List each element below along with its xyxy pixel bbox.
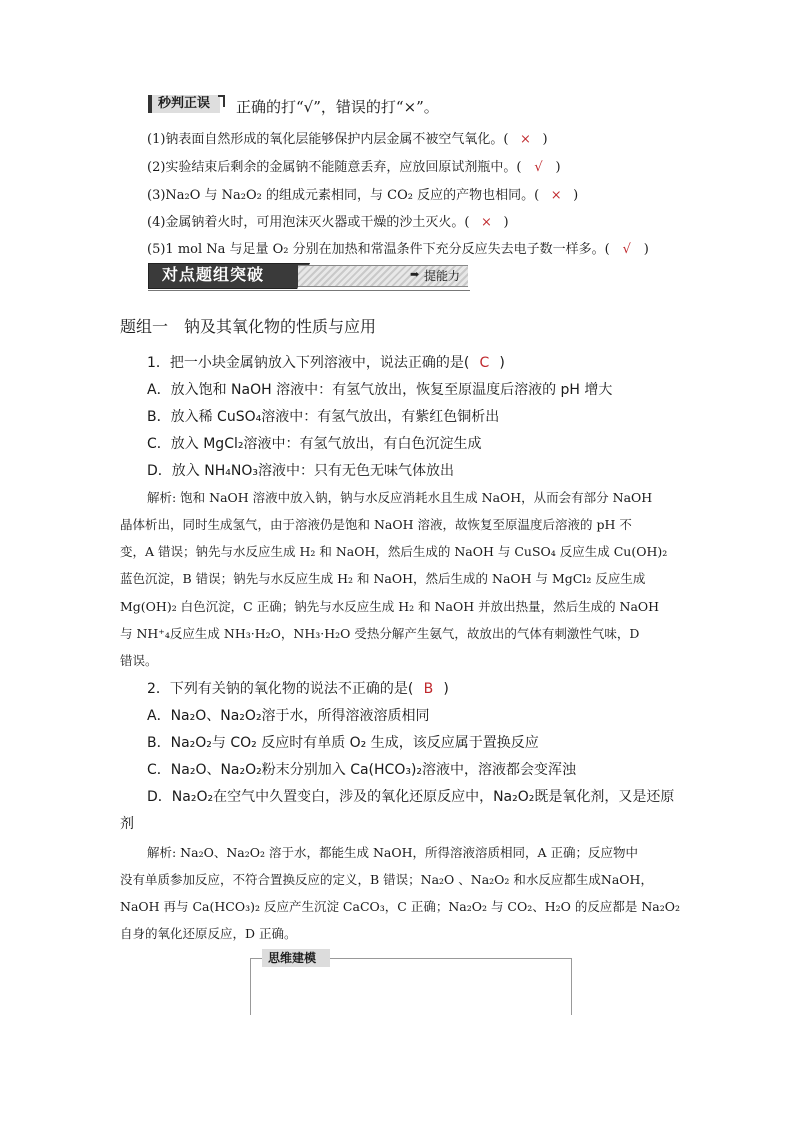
question-2-option: B．Na₂O₂与 CO₂ 反应时有单质 O₂ 生成，该反应属于置换反应 [147,735,539,751]
question-2-option: A．Na₂O、Na₂O₂溶于水，所得溶液溶质相同 [147,708,430,724]
explanation-line: 没有单质参加反应，不符合置换反应的定义，B 错误；Na₂O 、Na₂O₂ 和水反应都生成NaOH， [120,872,653,887]
question-2-option: 剂 [120,816,134,832]
banner-title: 对点题组突破 [162,265,265,284]
question-2-option: C．Na₂O、Na₂O₂粉末分别加入 Ca(HCO₃)₂溶液中，溶液都会变浑浊 [147,762,577,778]
thinking-model-tag: 思维建模 [262,949,330,967]
question-1-option: C．放入 MgCl₂溶液中：有氢气放出，有白色沉淀生成 [147,436,482,452]
explanation-line: NaOH 再与 Ca(HCO₃)₂ 反应产生沉淀 CaCO₃，C 正确；Na₂O₂ 与 CO₂、H₂O 的反应都是 Na₂O₂ [120,899,681,914]
judge-item: (2)实验结束后剩余的金属钠不能随意丢弃，应放回原试剂瓶中。( √ ) [147,160,561,175]
explanation-line: 变，A 错误；钠先与水反应生成 H₂ 和 NaOH，然后生成的 NaOH 与 CuSO₄ 反应生成 Cu(OH)₂ [120,544,668,559]
question-1-option: D．放入 NH₄NO₃溶液中：只有无色无味气体放出 [147,463,454,479]
judge-item: (4)金属钠着火时，可用泡沫灭火器或干燥的沙土灭火。( × ) [147,215,509,230]
explanation-line: 与 NH⁺₄反应生成 NH₃·H₂O，NH₃·H₂O 受热分解产生氨气，故放出的气体有刺激性气味，D [120,626,640,641]
group-title: 题组一 钠及其氧化物的性质与应用 [120,317,377,336]
explanation-line: Mg(OH)₂ 白色沉淀，C 正确；钠先与水反应生成 H₂ 和 NaOH 并放出热量，然后生成的 NaOH [120,599,660,614]
answer-mark: × [520,132,531,147]
explanation-line: 蓝色沉淀，B 错误；钠先与水反应生成 H₂ 和 NaOH，然后生成的 NaOH 与 MgCl₂ 反应生成 [120,571,646,586]
explanation-line: 解析: Na₂O、Na₂O₂ 溶于水，都能生成 NaOH，所得溶液溶质相同，A 正确；反应物中 [147,845,638,860]
banner-underline [148,290,470,291]
question-2-answer: B [423,681,434,697]
judge-item: (3)Na₂O 与 Na₂O₂ 的组成元素相同，与 CO₂ 反应的产物也相同。( × ) [147,188,579,203]
question-2-option: D．Na₂O₂在空气中久置变白，涉及的氧化还原反应中，Na₂O₂既是氧化剂，又是还原 [147,789,675,805]
explanation-line: 晶体析出，同时生成氢气，由于溶液仍是饱和 NaOH 溶液，故恢复至原温度后溶液的 pH 不 [120,517,632,532]
judge-item: (1)钠表面自然形成的氧化层能够保护内层金属不被空气氧化。( × ) [147,132,548,147]
judge-item: (5)1 mol Na 与足量 O₂ 分别在加热和常温条件下充分反应失去电子数一样多。( √ ) [147,242,649,257]
section-banner [148,263,470,289]
explanation-line: 错误。 [120,653,158,668]
question-1-option: A．放入饱和 NaOH 溶液中：有氢气放出，恢复至原温度后溶液的 pH 增大 [147,382,613,398]
judge-instruction: 正确的打“√”，错误的打“×”。 [236,98,439,116]
answer-mark: × [550,188,562,203]
question-2-stem: 2．下列有关钠的氧化物的说法不正确的是( B ) [147,681,449,697]
question-1-stem: 1．把一小块金属钠放入下列溶液中，说法正确的是( C ) [147,355,505,371]
answer-mark: √ [622,242,631,257]
judge-section-tag: 秒判正误 [148,95,220,113]
answer-mark: √ [534,160,543,175]
answer-mark: × [481,215,492,230]
question-1-option: B．放入稀 CuSO₄溶液中：有氢气放出，有紫红色铜析出 [147,409,500,425]
banner-label: 提能力 [424,269,461,283]
arrow-right-icon: ➡ [410,268,420,281]
tag-corner-mark [218,95,225,107]
question-1-answer: C [479,355,490,371]
explanation-line: 自身的氧化还原反应，D 正确。 [120,926,297,941]
explanation-line: 解析: 饱和 NaOH 溶液中放入钠，钠与水反应消耗水且生成 NaOH，从而会有部分 NaOH [147,490,653,505]
